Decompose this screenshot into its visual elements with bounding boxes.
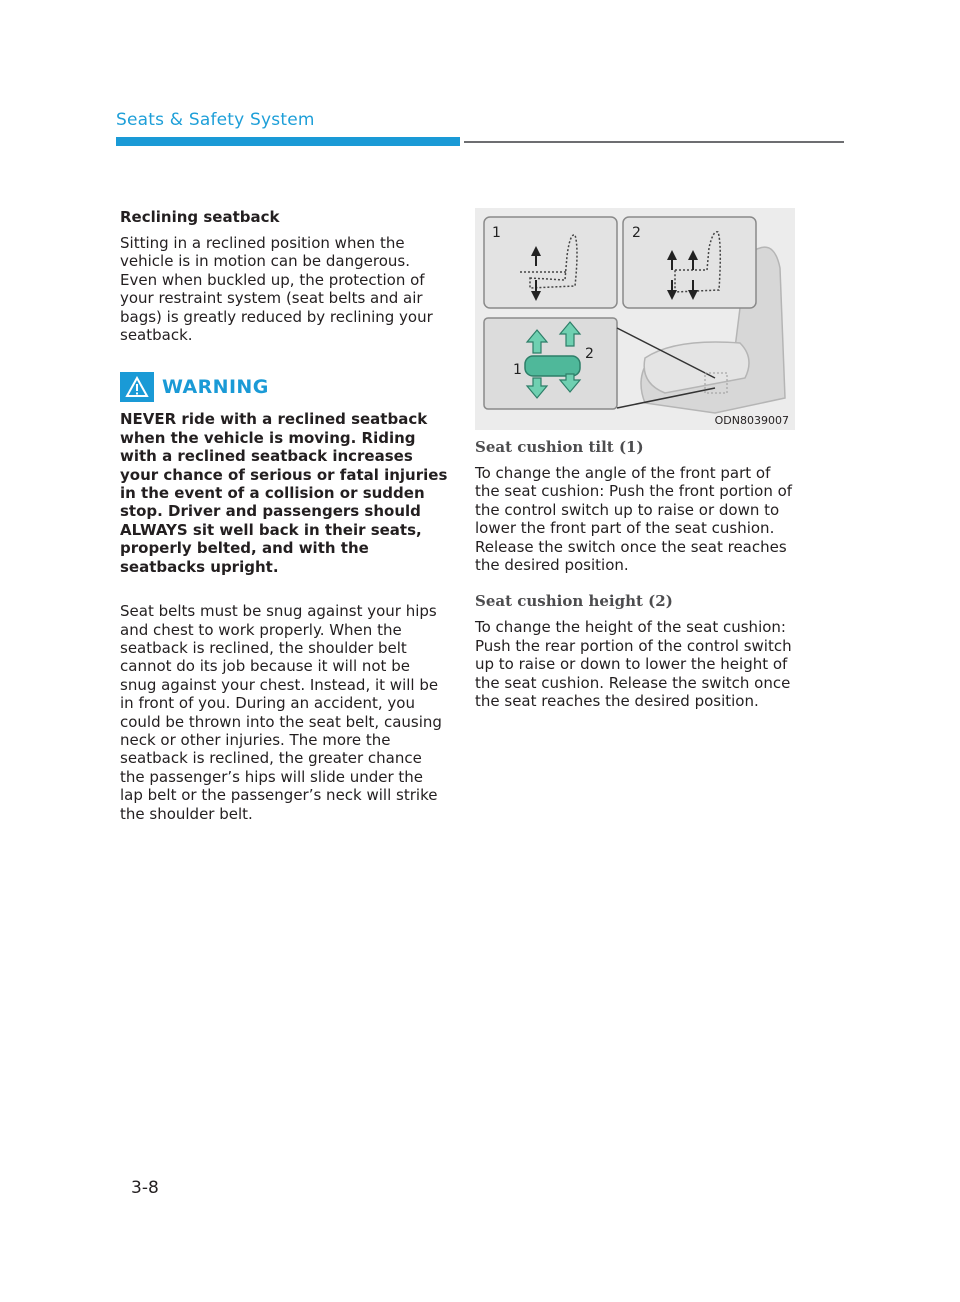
- left-column: [120, 208, 450, 823]
- tilt-heading: Seat cushion tilt (1): [475, 438, 644, 456]
- tilt-paragraph: To change the angle of the front part of the seat cushion: Push the front portion of the control switch up to raise or down to lower the front part of the seat cushion. Release the switch once the seat reaches the desired position.: [475, 464, 793, 575]
- right-column: [475, 208, 797, 710]
- seatbelt-paragraph: Seat belts must be snug against your hips and chest to work properly. When the seatback is reclined, the shoulder belt cannot do its job because it will not be snug against your chest. Instead, it will be in front of you. During an accident, you could be thrown into the seat belt, causing neck or other injuries. The more the seatback is reclined, the greater chance the passenger’s hips will slide under the lap belt or the passenger’s neck will strike the shoulder belt.: [120, 602, 442, 823]
- reclining-paragraph: Sitting in a reclined position when the vehicle is in motion can be dangerous. Even when buckled up, the protection of your restraint system (seat belts and air bags) is greatly reduced by reclining your seatback.: [120, 234, 433, 345]
- figure-code: ODN8039007: [714, 414, 789, 427]
- figure-label-1: 1: [492, 225, 501, 241]
- switch-label-1: 1: [513, 362, 522, 378]
- warning-triangle-icon: [120, 372, 154, 402]
- section-title: Seats & Safety System: [116, 110, 315, 130]
- height-heading: Seat cushion height (2): [475, 592, 673, 611]
- switch-label-2: 2: [585, 346, 594, 362]
- figure-label-2: 2: [632, 225, 641, 241]
- reclining-heading: Reclining seatback: [120, 208, 280, 226]
- height-paragraph: To change the height of the seat cushion: Push the rear portion of the control switch up to raise or down to lower the height of the seat cushion. Release the switch once the seat reaches the desired position.: [475, 618, 792, 711]
- page-number: 3-8: [131, 1178, 159, 1198]
- seat-illustration: [475, 208, 795, 430]
- warning-text: NEVER ride with a reclined seatback when the vehicle is moving. Riding with a reclined seatback increases your chance of serious or fatal injuries in the event of a collision or sudden stop. Driver and passengers should ALWAYS sit well back in their seats, properly belted, and with the seatbacks upright.: [120, 410, 448, 576]
- warning-header: [120, 372, 450, 402]
- warning-title: WARNING: [162, 376, 269, 399]
- seat-adjustment-figure: [475, 208, 795, 430]
- header-rule-gray: [464, 141, 844, 143]
- header-rule-accent: [116, 137, 460, 146]
